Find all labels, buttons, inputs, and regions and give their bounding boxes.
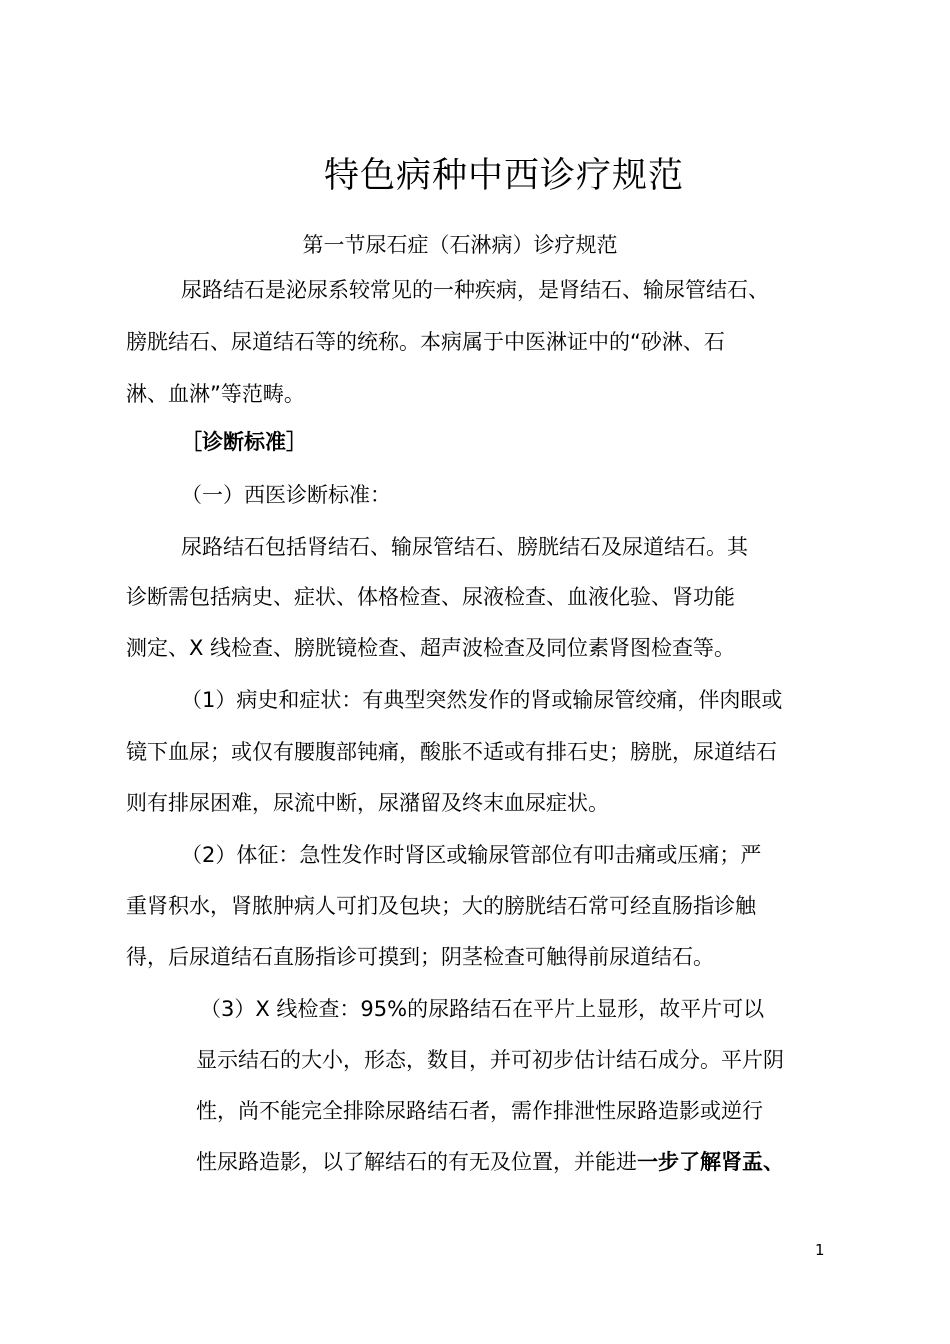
item3-line-4-normal: 性尿路造影，以了解结石的有无及位置，并能进 [196, 1150, 637, 1174]
page-number: 1 [815, 1241, 825, 1259]
document-title: 特色病种中西诊疗规范 [323, 156, 684, 196]
western-intro-line-2: 诊断需包括病史、症状、体格检查、尿液检查、血液化验、肾功能 [126, 585, 735, 609]
item2-line-2: 重肾积水，肾脓肿病人可扪及包块；大的膀胱结石常可经直肠指诊触 [126, 894, 756, 918]
intro-line-3: 淋、血淋”等范畴。 [126, 382, 305, 406]
item3-line-4 [196, 1152, 784, 1173]
item3-line-3: 性，尚不能完全排除尿路结石者，需作排泄性尿路造影或逆行 [196, 1099, 763, 1123]
item2-line-3: 得，后尿道结石直肠指诊可摸到；阴茎检查可触得前尿道结石。 [126, 945, 714, 969]
western-heading: （一）西医诊断标准： [181, 483, 391, 507]
item1-line-2: 镜下血尿；或仅有腰腹部钝痛，酸胀不适或有排石史；膀胱，尿道结石 [126, 740, 777, 764]
item3-line-4-bold: 一步了解肾盂、 [637, 1150, 784, 1174]
section-title: 第一节尿石症（石淋病）诊疗规范 [302, 233, 618, 257]
item3-line-2: 显示结石的大小，形态，数目，并可初步估计结石成分。平片阴 [196, 1048, 784, 1072]
western-intro-line-1: 尿路结石包括肾结石、输尿管结石、膀胱结石及尿道结石。其 [181, 535, 748, 559]
intro-line-1: 尿路结石是泌尿系较常见的一种疾病，是肾结石、输尿管结石、 [181, 278, 769, 302]
western-intro-line-3: 测定、X 线检查、膀胱镜检查、超声波检查及同位素肾图检查等。 [126, 636, 736, 660]
item1-line-3: 则有排尿困难，尿流中断，尿潴留及终末血尿症状。 [126, 791, 609, 815]
diagnosis-heading: ［诊断标准］ [181, 430, 307, 454]
intro-line-2: 膀胱结石、尿道结石等的统称。本病属于中医淋证中的“砂淋、石 [126, 330, 725, 354]
item2-line-1: （2）体征：急性发作时肾区或输尿管部位有叩击痛或压痛；严 [181, 843, 762, 867]
item3-line-1: （3）X 线检查：95%的尿路结石在平片上显形，故平片可以 [200, 997, 765, 1021]
item1-line-1: （1）病史和症状：有典型突然发作的肾或输尿管绞痛，伴肉眼或 [181, 688, 783, 712]
